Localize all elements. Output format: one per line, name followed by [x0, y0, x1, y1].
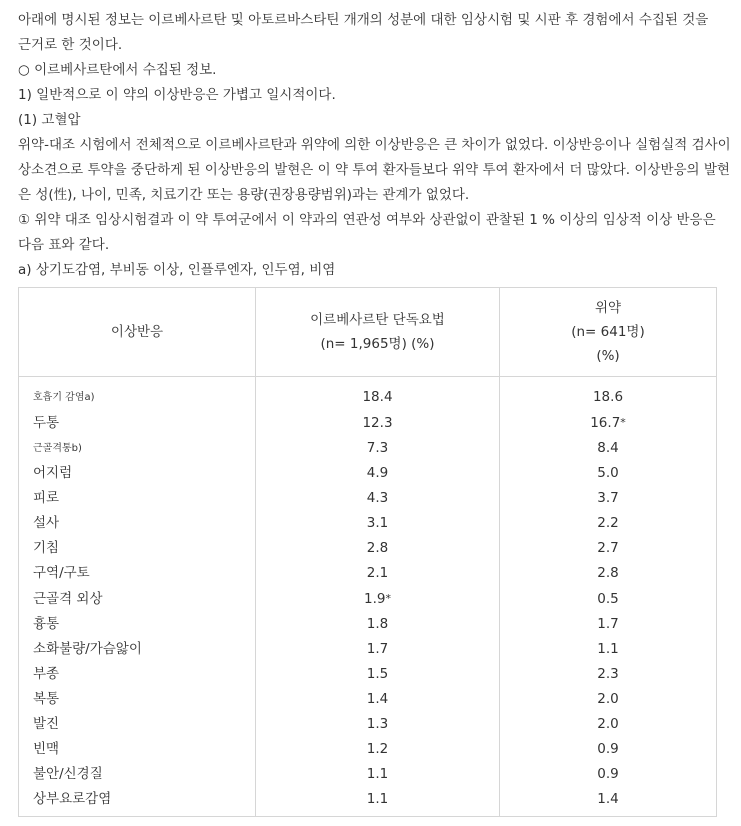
- irbesartan-value-cell: [256, 787, 500, 817]
- header-placebo-n: (n= 641명): [571, 324, 645, 340]
- placebo-value-cell: [500, 410, 717, 436]
- irbesartan-value: 1.4: [366, 691, 389, 707]
- adverse-event-name: 설사: [19, 511, 256, 536]
- irbesartan-value-cell: [256, 536, 500, 561]
- irbesartan-value: 2.1: [366, 565, 389, 581]
- placebo-value-cell: [500, 787, 717, 817]
- placebo-value-cell: [500, 662, 717, 687]
- placebo-value-cell: [500, 586, 717, 612]
- table-body: [19, 377, 717, 817]
- adverse-event-name: 두통: [19, 410, 256, 436]
- table-row: [19, 377, 717, 411]
- placebo-value-cell: [500, 377, 717, 411]
- placebo-value: 2.0: [597, 716, 619, 732]
- placebo-value: 1.7: [597, 616, 619, 632]
- adverse-event-name: 상부요로감염: [19, 787, 256, 817]
- adverse-event-name: 기침: [19, 536, 256, 561]
- table-row: [19, 436, 717, 461]
- placebo-value: 18.6: [592, 389, 624, 405]
- irbesartan-value-cell: [256, 586, 500, 612]
- irbesartan-value-cell: [256, 737, 500, 762]
- intro-line-2: 근거로 한 것이다.: [18, 37, 123, 53]
- placebo-value-cell: [500, 762, 717, 787]
- placebo-value-cell: [500, 436, 717, 461]
- adverse-event-name: 근골격 외상: [19, 586, 256, 612]
- irbesartan-value: 18.4: [362, 389, 393, 405]
- table-row: [19, 511, 717, 536]
- irbesartan-value: 1.2: [366, 741, 389, 757]
- irbesartan-value: 1.1: [366, 766, 389, 782]
- irbesartan-value: 4.9: [366, 465, 389, 481]
- table-row: [19, 662, 717, 687]
- header-placebo-label: 위약: [594, 300, 622, 316]
- irbesartan-value: 1.5: [366, 666, 389, 682]
- irbesartan-value-cell: [256, 561, 500, 586]
- placebo-value: 2.0: [597, 691, 619, 707]
- header-irbesartan-n: (n= 1,965명) (%): [320, 336, 435, 352]
- adverse-event-name: 호흡기 감염a): [19, 377, 256, 411]
- placebo-value-cell: [500, 461, 717, 486]
- table-row: [19, 461, 717, 486]
- irbesartan-value: 7.3: [366, 440, 389, 456]
- adverse-event-name: 불안/신경질: [19, 762, 256, 787]
- placebo-value-cell: [500, 486, 717, 511]
- placebo-value: 2.7: [597, 540, 619, 556]
- placebo-value: 2.3: [597, 666, 619, 682]
- irbesartan-value-cell: [256, 461, 500, 486]
- irbesartan-value: 12.3: [362, 414, 393, 431]
- table-row: [19, 762, 717, 787]
- header-adverse-event-label: 이상반응: [110, 324, 164, 340]
- placebo-value: 1.4: [597, 791, 619, 807]
- significance-marker: *: [620, 416, 626, 429]
- irbesartan-value-cell: [256, 762, 500, 787]
- irbesartan-value: 1.7: [366, 641, 389, 657]
- irbesartan-value: 1.9: [364, 591, 386, 607]
- irbesartan-value-cell: [256, 637, 500, 662]
- footnote-a: a) 상기도감염, 부비동 이상, 인플루엔자, 인두염, 비염: [18, 262, 336, 278]
- adverse-events-table: [18, 287, 717, 817]
- table-row: [19, 737, 717, 762]
- irbesartan-value-cell: [256, 712, 500, 737]
- irbesartan-value: 4.3: [366, 490, 389, 506]
- irbesartan-value-cell: [256, 486, 500, 511]
- adverse-event-name: 소화불량/가슴앓이: [19, 637, 256, 662]
- adverse-event-name: 복통: [19, 687, 256, 712]
- placebo-value: 1.1: [597, 641, 619, 657]
- placebo-value: 0.9: [597, 766, 619, 782]
- placebo-value-cell: [500, 536, 717, 561]
- table-row: [19, 612, 717, 637]
- adverse-event-name: 발진: [19, 712, 256, 737]
- adverse-event-name: 구역/구토: [19, 561, 256, 586]
- irbesartan-value-cell: [256, 687, 500, 712]
- placebo-value-cell: [500, 687, 717, 712]
- significance-marker: *: [385, 592, 391, 605]
- table-row: [19, 687, 717, 712]
- adverse-event-name: 피로: [19, 486, 256, 511]
- irbesartan-value: 1.3: [366, 716, 389, 732]
- adverse-event-name: 흉통: [19, 612, 256, 637]
- placebo-value: 16.7: [590, 415, 621, 431]
- intro-line-1: 아래에 명시된 정보는 이르베사르탄 및 아토르바스타틴 개개의 성분에 대한 임상시험 및 시판 후 경험에서 수집된 것을: [18, 12, 709, 28]
- paragraph-1: 위약-대조 시험에서 전체적으로 이르베사르탄과 위약에 의한 이상반응은 큰 차이가 없었다. 이상반응이나 실험실적 검사이상소견으로 투약을 중단하게 된 이상반응의 발현은 이 약 투여 환자들보다 위약 투여 환자에서 더 많았다. 이상반응의 발현은 성(性), 나이, 민족, 치료기간 또는 용량(권장용량범위)과는 관계가 없었다.: [18, 137, 731, 203]
- placebo-value: 5.0: [597, 465, 619, 481]
- table-row: [19, 586, 717, 612]
- table-row: [19, 712, 717, 737]
- table-row: [19, 637, 717, 662]
- irbesartan-value: 1.1: [366, 791, 389, 807]
- placebo-value-cell: [500, 511, 717, 536]
- header-adverse-event: [19, 288, 256, 377]
- irbesartan-value: 2.8: [366, 540, 389, 556]
- placebo-value-cell: [500, 737, 717, 762]
- placebo-value-cell: [500, 712, 717, 737]
- table-row: [19, 561, 717, 586]
- irbesartan-value: 1.8: [366, 616, 389, 632]
- header-placebo: [500, 288, 717, 377]
- irbesartan-value-cell: [256, 511, 500, 536]
- placebo-value: 8.4: [597, 440, 619, 456]
- adverse-event-name: 부종: [19, 662, 256, 687]
- irbesartan-value: 3.1: [366, 515, 389, 531]
- placebo-value: 2.8: [597, 565, 619, 581]
- irbesartan-value-cell: [256, 410, 500, 436]
- placebo-value-cell: [500, 612, 717, 637]
- irbesartan-value-cell: [256, 662, 500, 687]
- item-1-1: (1) 고혈압: [18, 112, 81, 128]
- placebo-value-cell: [500, 561, 717, 586]
- table-row: [19, 410, 717, 436]
- adverse-event-name: 근골격통b): [19, 436, 256, 461]
- table-row: [19, 486, 717, 511]
- header-placebo-unit: (%): [596, 348, 620, 364]
- placebo-value: 0.5: [597, 590, 619, 607]
- irbesartan-value-cell: [256, 377, 500, 411]
- placebo-value-cell: [500, 637, 717, 662]
- irbesartan-value-cell: [256, 436, 500, 461]
- irbesartan-value-cell: [256, 612, 500, 637]
- placebo-value: 2.2: [597, 515, 619, 531]
- table-row: [19, 787, 717, 817]
- adverse-event-name: 빈맥: [19, 737, 256, 762]
- paragraph-2: ① 위약 대조 임상시험결과 이 약 투여군에서 이 약과의 연관성 여부와 상관없이 관찰된 1 % 이상의 임상적 이상 반응은 다음 표와 같다.: [18, 212, 716, 253]
- header-irbesartan-label: 이르베사르탄 단독요법: [310, 312, 445, 328]
- item-1: 1) 일반적으로 이 약의 이상반응은 가볍고 일시적이다.: [18, 87, 336, 103]
- placebo-value: 0.9: [597, 741, 619, 757]
- header-irbesartan: [256, 288, 500, 377]
- section-heading: ○ 이르베사르탄에서 수집된 정보.: [18, 62, 217, 78]
- table-row: [19, 536, 717, 561]
- adverse-event-name: 어지럼: [19, 461, 256, 486]
- placebo-value: 3.7: [597, 490, 619, 506]
- table-header-row: [19, 288, 717, 377]
